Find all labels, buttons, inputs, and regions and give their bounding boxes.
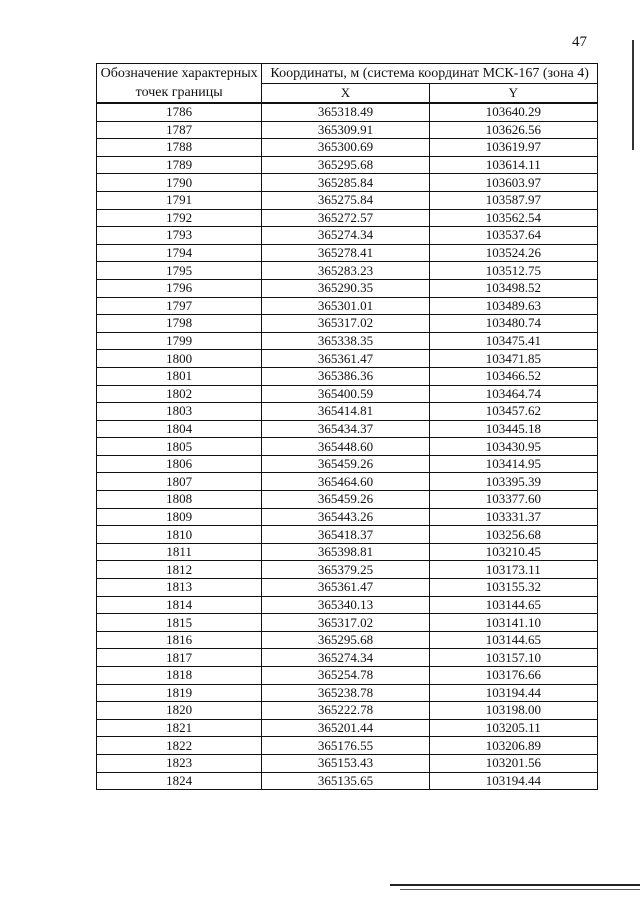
table-row [97, 297, 598, 315]
table-row [97, 543, 598, 561]
table-row [97, 139, 598, 157]
cell-point: 1823 [97, 754, 262, 772]
cell-point: 1799 [97, 332, 262, 350]
table-row [97, 244, 598, 262]
cell-point: 1824 [97, 772, 262, 790]
cell-x: 365386.36 [262, 367, 429, 385]
cell-y: 103614.11 [429, 156, 597, 174]
cell-x: 365317.02 [262, 315, 429, 333]
table-row [97, 420, 598, 438]
cell-point: 1800 [97, 350, 262, 368]
cell-point: 1792 [97, 209, 262, 227]
cell-x: 365176.55 [262, 737, 429, 755]
cell-point: 1818 [97, 667, 262, 685]
cell-x: 365361.47 [262, 350, 429, 368]
cell-x: 365295.68 [262, 631, 429, 649]
cell-y: 103205.11 [429, 719, 597, 737]
cell-x: 365400.59 [262, 385, 429, 403]
cell-y: 103201.56 [429, 754, 597, 772]
cell-point: 1797 [97, 297, 262, 315]
table-row [97, 279, 598, 297]
cell-x: 365254.78 [262, 667, 429, 685]
cell-x: 365459.26 [262, 455, 429, 473]
cell-x: 365318.49 [262, 103, 429, 121]
cell-point: 1790 [97, 174, 262, 192]
cell-y: 103475.41 [429, 332, 597, 350]
cell-point: 1796 [97, 279, 262, 297]
cell-point: 1808 [97, 491, 262, 509]
table-row [97, 438, 598, 456]
cell-x: 365274.34 [262, 649, 429, 667]
cell-point: 1815 [97, 614, 262, 632]
cell-x: 365283.23 [262, 262, 429, 280]
cell-y: 103256.68 [429, 526, 597, 544]
cell-point: 1820 [97, 702, 262, 720]
cell-point: 1787 [97, 121, 262, 139]
cell-y: 103619.97 [429, 139, 597, 157]
cell-x: 365295.68 [262, 156, 429, 174]
cell-y: 103445.18 [429, 420, 597, 438]
cell-x: 365201.44 [262, 719, 429, 737]
cell-point: 1816 [97, 631, 262, 649]
cell-x: 365135.65 [262, 772, 429, 790]
cell-point: 1822 [97, 737, 262, 755]
table-row [97, 121, 598, 139]
table-row [97, 491, 598, 509]
cell-y: 103198.00 [429, 702, 597, 720]
cell-point: 1795 [97, 262, 262, 280]
table-row [97, 209, 598, 227]
table-row [97, 737, 598, 755]
table-row [97, 227, 598, 245]
cell-point: 1786 [97, 103, 262, 121]
table-row [97, 579, 598, 597]
cell-x: 365361.47 [262, 579, 429, 597]
cell-y: 103603.97 [429, 174, 597, 192]
cell-x: 365379.25 [262, 561, 429, 579]
cell-y: 103194.44 [429, 684, 597, 702]
footer-rule-secondary [400, 889, 640, 890]
cell-y: 103141.10 [429, 614, 597, 632]
cell-x: 365285.84 [262, 174, 429, 192]
table-row [97, 156, 598, 174]
cell-x: 365434.37 [262, 420, 429, 438]
table-row [97, 684, 598, 702]
cell-y: 103206.89 [429, 737, 597, 755]
cell-y: 103489.63 [429, 297, 597, 315]
cell-y: 103144.65 [429, 631, 597, 649]
cell-x: 365443.26 [262, 508, 429, 526]
table-row [97, 103, 598, 121]
table-row [97, 526, 598, 544]
cell-y: 103587.97 [429, 191, 597, 209]
table-row [97, 385, 598, 403]
cell-y: 103626.56 [429, 121, 597, 139]
table-row [97, 350, 598, 368]
cell-point: 1803 [97, 403, 262, 421]
cell-point: 1802 [97, 385, 262, 403]
cell-point: 1821 [97, 719, 262, 737]
table-row [97, 614, 598, 632]
header-y: Y [429, 83, 597, 103]
cell-point: 1810 [97, 526, 262, 544]
table-row [97, 191, 598, 209]
coordinates-table [96, 63, 598, 790]
cell-y: 103464.74 [429, 385, 597, 403]
table-row [97, 332, 598, 350]
table-row [97, 315, 598, 333]
cell-point: 1791 [97, 191, 262, 209]
table-row [97, 754, 598, 772]
cell-x: 365300.69 [262, 139, 429, 157]
cell-x: 365272.57 [262, 209, 429, 227]
cell-x: 365278.41 [262, 244, 429, 262]
cell-x: 365459.26 [262, 491, 429, 509]
cell-x: 365274.34 [262, 227, 429, 245]
cell-y: 103430.95 [429, 438, 597, 456]
cell-point: 1813 [97, 579, 262, 597]
table-row [97, 508, 598, 526]
cell-x: 365309.91 [262, 121, 429, 139]
cell-point: 1812 [97, 561, 262, 579]
cell-x: 365398.81 [262, 543, 429, 561]
cell-y: 103173.11 [429, 561, 597, 579]
cell-y: 103414.95 [429, 455, 597, 473]
cell-point: 1789 [97, 156, 262, 174]
table-row [97, 455, 598, 473]
header-point-designation: Обозначение характерных точек границы [97, 64, 262, 104]
table-row [97, 649, 598, 667]
cell-y: 103537.64 [429, 227, 597, 245]
cell-y: 103498.52 [429, 279, 597, 297]
page-number: 47 [572, 34, 587, 50]
cell-point: 1817 [97, 649, 262, 667]
table-row [97, 403, 598, 421]
cell-point: 1805 [97, 438, 262, 456]
table-row [97, 631, 598, 649]
cell-x: 365290.35 [262, 279, 429, 297]
cell-x: 365238.78 [262, 684, 429, 702]
header-x: X [262, 83, 429, 103]
table-row [97, 367, 598, 385]
cell-x: 365464.60 [262, 473, 429, 491]
cell-y: 103331.37 [429, 508, 597, 526]
table-row [97, 473, 598, 491]
cell-point: 1811 [97, 543, 262, 561]
cell-y: 103395.39 [429, 473, 597, 491]
cell-point: 1806 [97, 455, 262, 473]
cell-x: 365340.13 [262, 596, 429, 614]
cell-y: 103157.10 [429, 649, 597, 667]
cell-y: 103457.62 [429, 403, 597, 421]
cell-point: 1788 [97, 139, 262, 157]
cell-y: 103640.29 [429, 103, 597, 121]
page-edge-mark [632, 40, 634, 150]
table-row [97, 772, 598, 790]
cell-y: 103524.26 [429, 244, 597, 262]
cell-y: 103194.44 [429, 772, 597, 790]
cell-point: 1801 [97, 367, 262, 385]
cell-y: 103210.45 [429, 543, 597, 561]
cell-y: 103562.54 [429, 209, 597, 227]
cell-point: 1807 [97, 473, 262, 491]
cell-x: 365275.84 [262, 191, 429, 209]
cell-x: 365418.37 [262, 526, 429, 544]
table-row [97, 667, 598, 685]
cell-point: 1794 [97, 244, 262, 262]
table-row [97, 174, 598, 192]
table-row [97, 262, 598, 280]
cell-x: 365222.78 [262, 702, 429, 720]
cell-y: 103471.85 [429, 350, 597, 368]
table-row [97, 719, 598, 737]
cell-point: 1804 [97, 420, 262, 438]
cell-point: 1798 [97, 315, 262, 333]
cell-y: 103144.65 [429, 596, 597, 614]
cell-point: 1793 [97, 227, 262, 245]
header-coordinates: Координаты, м (система координат МСК-167 (зона 4) [262, 64, 598, 84]
cell-x: 365338.35 [262, 332, 429, 350]
table-row [97, 561, 598, 579]
cell-y: 103155.32 [429, 579, 597, 597]
table-body [97, 103, 598, 790]
cell-point: 1819 [97, 684, 262, 702]
cell-x: 365414.81 [262, 403, 429, 421]
table-header [97, 64, 598, 104]
footer-rule [390, 884, 640, 886]
cell-x: 365317.02 [262, 614, 429, 632]
cell-y: 103176.66 [429, 667, 597, 685]
cell-point: 1809 [97, 508, 262, 526]
cell-y: 103377.60 [429, 491, 597, 509]
cell-x: 365301.01 [262, 297, 429, 315]
table-row [97, 702, 598, 720]
cell-point: 1814 [97, 596, 262, 614]
table-row [97, 596, 598, 614]
cell-y: 103480.74 [429, 315, 597, 333]
cell-x: 365153.43 [262, 754, 429, 772]
cell-x: 365448.60 [262, 438, 429, 456]
cell-y: 103512.75 [429, 262, 597, 280]
cell-y: 103466.52 [429, 367, 597, 385]
